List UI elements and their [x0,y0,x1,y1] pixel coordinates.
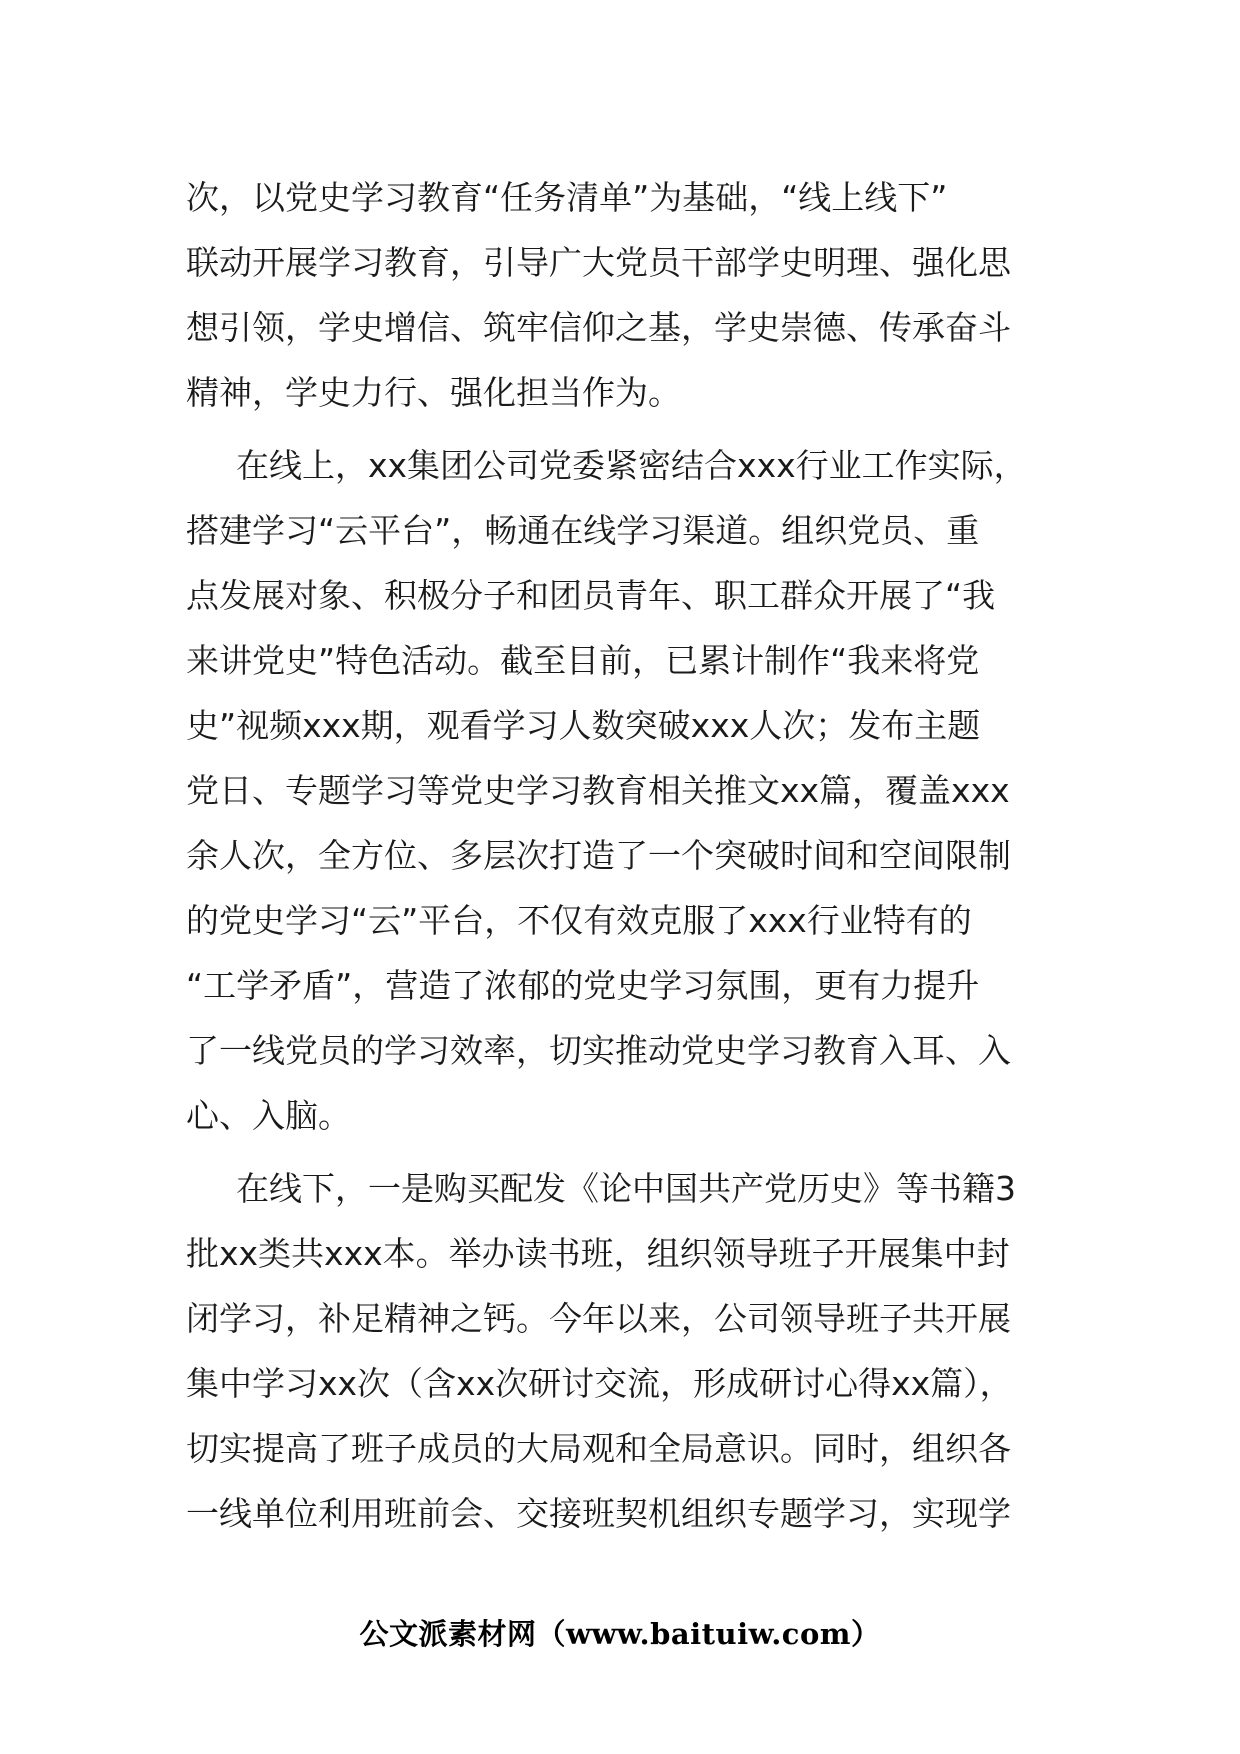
text-line: 的党史学习“云”平台，不仅有效克服了xxx行业特有的 [186,901,972,940]
text-line: 在线下，一是购买配发《论中国共产党历史》等书籍3 [236,1169,1016,1208]
text-line: 点发展对象、积极分子和团员青年、职工群众开展了“我 [186,576,996,615]
text-line: 一线单位利用班前会、交接班契机组织专题学习，实现学 [186,1494,1011,1533]
text-line: 切实提高了班子成员的大局观和全局意识。同时，组织各 [186,1429,1011,1468]
text-line: 在线上，xx集团公司党委紧密结合xxx行业工作实际， [236,446,1027,485]
text-line: 集中学习xx次（含xx次研讨交流，形成研讨心得xx篇）， [186,1364,1013,1403]
document-body [186,165,1066,1546]
text-line: 次，以党史学习教育“任务清单”为基础，“线上线下” [186,178,948,217]
text-line: 党日、专题学习等党史学习教育相关推文xx篇，覆盖xxx [186,771,1010,810]
paragraph-2 [186,433,1066,1148]
text-line: 心、入脑。 [186,1096,351,1135]
paragraph-3 [186,1156,1066,1546]
text-line: 来讲党史”特色活动。截至目前，已累计制作“我来将党 [186,641,980,680]
text-line: 余人次，全方位、多层次打造了一个突破时间和空间限制 [186,836,1011,875]
text-line: “工学矛盾”，营造了浓郁的党史学习氛围，更有力提升 [186,966,980,1005]
paragraph-1 [186,165,1066,425]
text-line: 想引领，学史增信、筑牢信仰之基，学史崇德、传承奋斗 [186,308,1011,347]
text-line: 搭建学习“云平台”，畅通在线学习渠道。组织党员、重 [186,511,980,550]
text-line: 史”视频xxx期，观看学习人数突破xxx人次；发布主题 [186,706,981,745]
text-line: 精神，学史力行、强化担当作为。 [186,373,681,412]
text-line: 批xx类共xxx本。举办读书班，组织领导班子开展集中封 [186,1234,1010,1273]
text-line: 闭学习，补足精神之钙。今年以来，公司领导班子共开展 [186,1299,1011,1338]
text-line: 联动开展学习教育，引导广大党员干部学史明理、强化思 [186,243,1011,282]
text-line: 了一线党员的学习效率，切实推动党史学习教育入耳、入 [186,1031,1011,1070]
footer-watermark-text: 公文派素材网（www.baituiw.com） [359,1617,881,1651]
